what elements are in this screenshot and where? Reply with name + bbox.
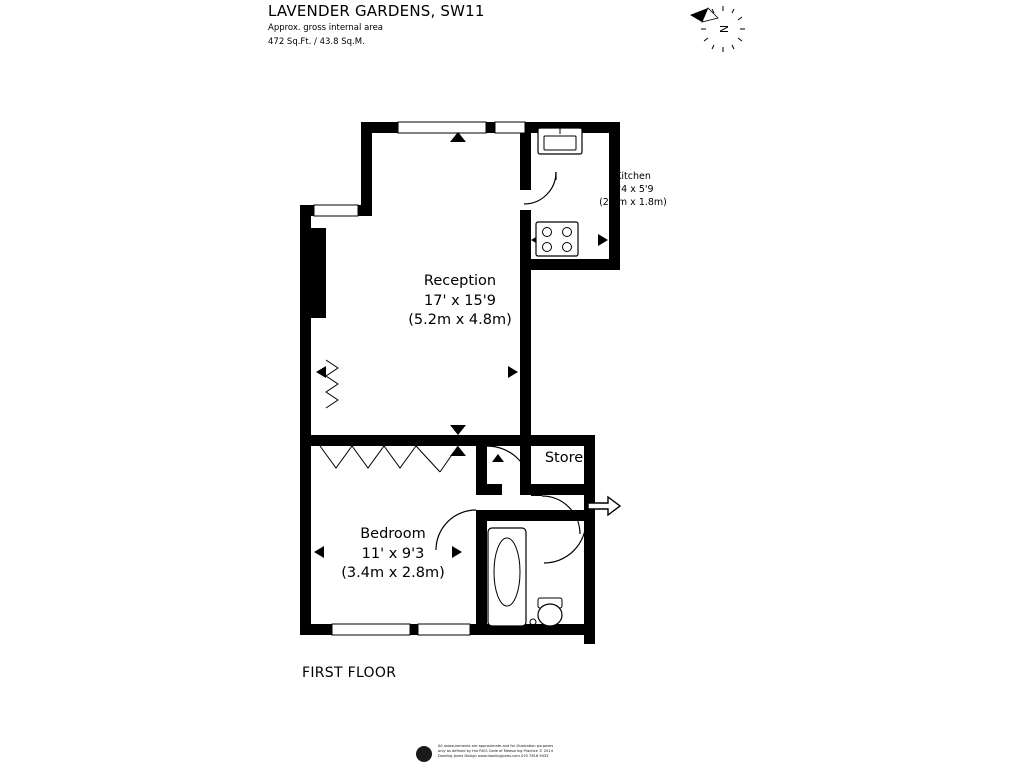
area-subtitle: Approx. gross internal area	[268, 23, 384, 33]
room-dim-imperial-bedroom: 11' x 9'3	[361, 545, 425, 562]
compass-icon	[688, 2, 758, 62]
footer-disclaimer	[438, 744, 608, 760]
room-name-store: Store	[544, 450, 584, 466]
room-label-reception	[360, 272, 560, 331]
room-name-reception: Reception	[423, 273, 497, 289]
compass-north-label: N	[718, 24, 731, 34]
footer-line-2: only as defined by the RICS Code of Measuring Practice © 2014	[438, 749, 553, 754]
room-label-bedroom	[293, 525, 493, 584]
room-dim-imperial-kitchen: 7'4 x 5'9	[612, 183, 654, 195]
floor-caption: FIRST FLOOR	[302, 665, 397, 681]
company-logo-icon	[416, 746, 432, 762]
kitchen-fixtures	[536, 128, 582, 256]
room-label-kitchen	[578, 171, 688, 209]
room-dim-metric-reception: (5.2m x 4.8m)	[408, 312, 512, 329]
room-dim-metric-kitchen: (2.2m x 1.8m)	[599, 196, 667, 208]
room-dim-imperial-reception: 17' x 15'9	[424, 292, 496, 309]
area-value: 472 Sq.Ft. / 43.8 Sq.M.	[268, 37, 365, 47]
room-name-bedroom: Bedroom	[360, 526, 426, 542]
room-label-store	[528, 449, 600, 469]
footer-line-3: Dowling Jones Design www.dowlingjones.com 020 7616 9433	[438, 754, 549, 759]
room-dim-metric-bedroom: (3.4m x 2.8m)	[341, 565, 445, 582]
bathroom-fixtures	[488, 528, 562, 626]
footer	[416, 744, 616, 766]
page-title: LAVENDER GARDENS, SW11	[268, 2, 485, 20]
footer-line-1: All measurements are approximate and for illustration purposes	[438, 744, 554, 748]
room-name-kitchen: Kitchen	[615, 171, 651, 182]
